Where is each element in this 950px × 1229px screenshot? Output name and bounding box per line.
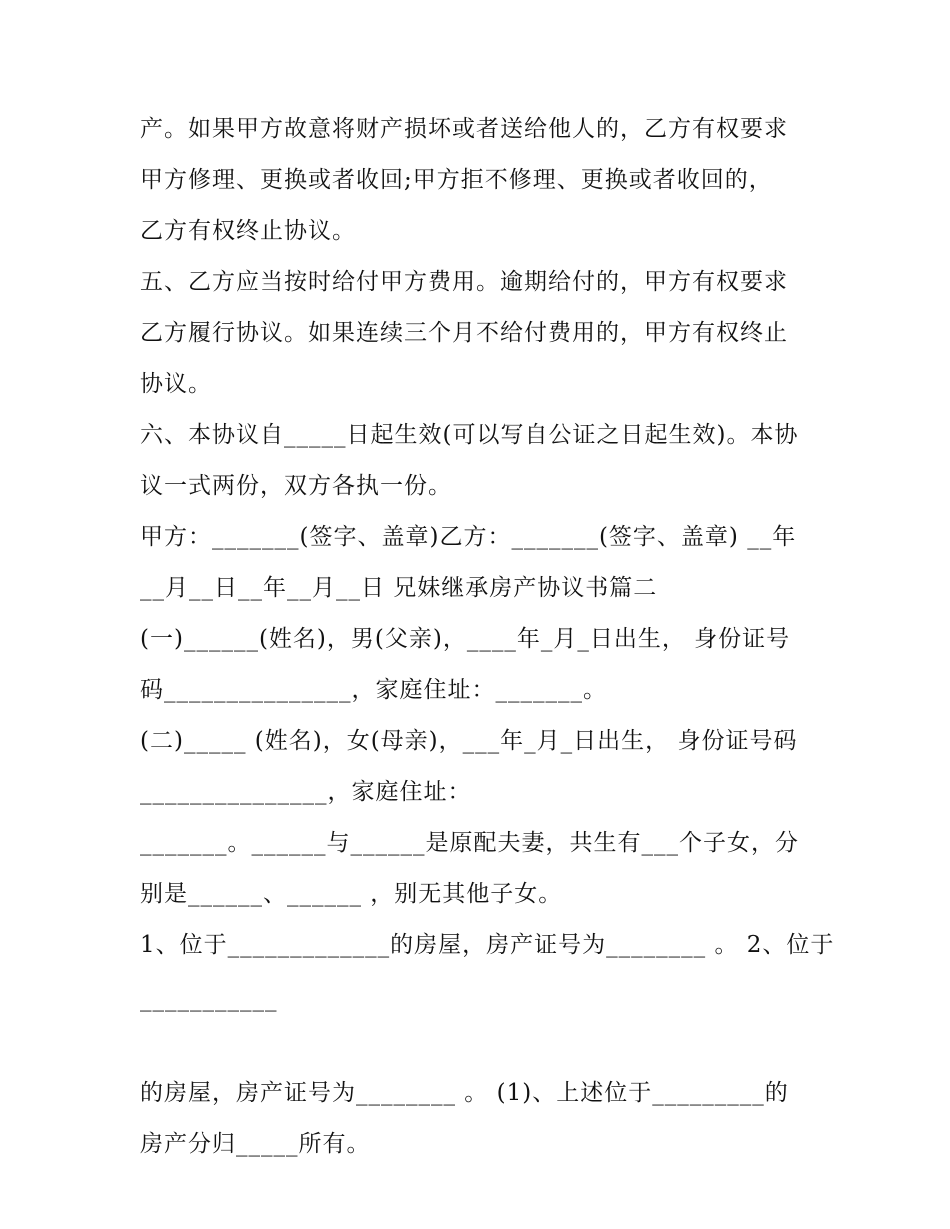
text-line: 协议。: [140, 371, 212, 397]
text-line: (一)______(姓名)，男(父亲)，____年_月_日出生， 身份证号: [140, 626, 791, 652]
text-line: 甲方：_______(签字、盖章)乙方：_______(签字、盖章) __年: [140, 524, 797, 550]
blank-line: [140, 1025, 820, 1068]
text-line: 甲方修理、更换或者收回;甲方拒不修理、更换或者收回的，: [140, 167, 773, 193]
text-line: 房产分归_____所有。: [140, 1131, 371, 1157]
text-line: 1、位于_____________的房屋，房产证号为________ 。 2、位于: [140, 932, 835, 958]
text-line: 码_______________，家庭住址：_______。: [140, 677, 607, 703]
text-line: 六、本协议自_____日起生效(可以写自公证之日起生效)。本协: [140, 422, 799, 448]
text-line: 别是______、______ ，别无其他子女。: [140, 881, 563, 907]
text-line: _______。______与______是原配夫妻，共生有___个子女，分: [140, 830, 799, 856]
text-line: 乙方有权终止协议。: [140, 218, 356, 244]
text-line: (二)_____ (姓名)，女(母亲)，___年_月_日出生， 身份证号码: [140, 728, 798, 754]
text-line: 五、乙方应当按时给付甲方费用。逾期给付的，甲方有权要求: [140, 269, 788, 295]
text-line: 议一式两份，双方各执一份。: [140, 473, 452, 499]
text-line: 产。如果甲方故意将财产损坏或者送给他人的，乙方有权要求: [140, 116, 788, 142]
document-body: [140, 104, 835, 1170]
text-line: 乙方履行协议。如果连续三个月不给付费用的，甲方有权终止: [140, 320, 788, 346]
text-line: 的房屋，房产证号为________ 。 (1)、上述位于_________的: [140, 1080, 789, 1106]
text-line: _______________，家庭住址：: [140, 779, 472, 805]
text-line: __月__日__年__月__日 兄妹继承房产协议书篇二: [140, 575, 658, 601]
text-line: ___________: [140, 986, 278, 1012]
